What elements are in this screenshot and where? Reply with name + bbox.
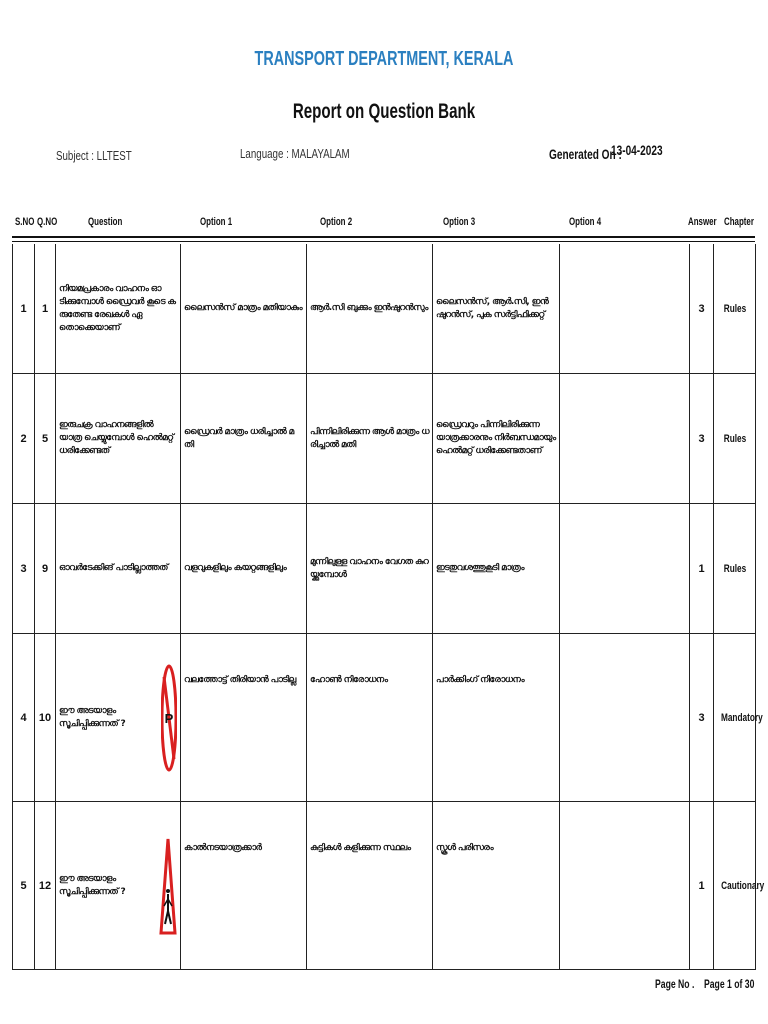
cell-option3 — [433, 244, 560, 374]
table-row — [13, 634, 756, 802]
question-text: നിയമപ്രകാരം വാഹനം ഓടിക്കുമ്പോൾ ഡ്രൈവർ കൂടെ കരുതേണ്ട രേഖകൾ ഏതൊക്കെയാണ് — [59, 283, 176, 333]
cell-option2 — [307, 802, 433, 970]
cell-option3 — [433, 374, 560, 504]
cell-option4 — [560, 374, 690, 504]
question-text: ഈ അടയാളം സൂചിപ്പിക്കുന്നത് ? — [59, 873, 126, 897]
question-table — [12, 244, 765, 970]
cell-question — [56, 634, 181, 802]
option3-text: സ്കൂൾ പരിസരം — [436, 843, 493, 853]
chapter-text: Mandatory — [720, 711, 763, 724]
col-header-answer: Answer — [688, 216, 717, 228]
cell-option3 — [433, 634, 560, 802]
cell-question — [56, 504, 181, 634]
cell-option3 — [433, 802, 560, 970]
page-number: Page 1 of 30 — [703, 977, 755, 991]
chapter-text: Rules — [723, 432, 746, 445]
cell-option1 — [181, 802, 307, 970]
cell-qno: 12 — [35, 802, 56, 970]
header-rule — [12, 236, 755, 238]
pedestrian-warning-sign-icon — [159, 836, 177, 936]
department-title: TRANSPORT DEPARTMENT, KERALA — [254, 48, 514, 70]
option2-text: മുന്നിലുള്ള വാഹനം വേഗത കുറയ്ക്കുമ്പോൾ — [310, 556, 429, 580]
cell-option2 — [307, 374, 433, 504]
cell-qno: 10 — [35, 634, 56, 802]
cell-answer: 3 — [690, 244, 714, 374]
cell-question — [56, 374, 181, 504]
cell-sno: 3 — [13, 504, 35, 634]
page-footer — [655, 977, 762, 991]
generated-date: 13-04-2023 — [611, 142, 663, 158]
cell-option4 — [560, 634, 690, 802]
cell-option1 — [181, 244, 307, 374]
col-header-chapter: Chapter — [724, 216, 754, 228]
cell-answer: 3 — [690, 634, 714, 802]
cell-option3 — [433, 504, 560, 634]
cell-sno: 1 — [13, 244, 35, 374]
cell-question — [56, 244, 181, 374]
option2-text: പിന്നിലിരിക്കുന്ന ആൾ മാത്രം ധരിച്ചാൽ മതി — [310, 426, 429, 450]
table-row — [13, 802, 756, 970]
subject-label: Subject : LLTEST — [56, 148, 132, 163]
cell-chapter — [714, 244, 756, 374]
chapter-text: Rules — [723, 302, 746, 315]
generated-label: Generated On : — [549, 146, 622, 162]
header-rule-thin — [12, 241, 755, 242]
cell-answer: 1 — [690, 504, 714, 634]
cell-chapter — [714, 634, 763, 802]
col-header-question: Question — [88, 216, 123, 228]
page-label: Page No . — [655, 977, 695, 991]
cell-option1 — [181, 634, 307, 802]
question-text: ഇരുചക്ര വാഹനങ്ങളിൽ യാത്ര ചെയ്യുമ്പോൾ ഹെൽമറ്റ് ധരിക്കേണ്ടത് — [59, 420, 174, 456]
language-label: Language : MALAYALAM — [240, 146, 350, 161]
table-row — [13, 504, 756, 634]
option1-text: വളവുകളിലും കയറ്റങ്ങളിലും — [184, 563, 287, 573]
col-header-sno: S.NO — [15, 216, 35, 228]
cell-option4 — [560, 244, 690, 374]
cell-option4 — [560, 504, 690, 634]
option3-text: പാർക്കിംഗ് നിരോധനം — [436, 675, 524, 685]
option1-text: ഡ്രൈവർ മാത്രം ധരിച്ചാൽ മതി — [184, 426, 294, 450]
report-title: Report on Question Bank — [292, 100, 476, 123]
no-parking-sign-icon — [161, 663, 177, 773]
option2-text: ആർ.സി ബുക്കും ഇൻഷുറൻസും — [310, 303, 428, 313]
cell-chapter — [714, 802, 765, 970]
chapter-text: Rules — [723, 562, 746, 575]
cell-answer: 1 — [690, 802, 714, 970]
cell-sno: 4 — [13, 634, 35, 802]
cell-chapter — [714, 504, 756, 634]
cell-answer: 3 — [690, 374, 714, 504]
option2-text: കുട്ടികൾ കളിക്കുന്ന സ്ഥലം — [310, 843, 411, 853]
cell-option2 — [307, 504, 433, 634]
option1-text: ലൈസൻസ് മാത്രം മതിയാകും — [184, 303, 303, 313]
cell-qno: 1 — [35, 244, 56, 374]
svg-text:P: P — [164, 710, 174, 726]
option3-text: ഇടതുവശത്തുകൂടി മാത്രം — [436, 563, 524, 573]
option3-text: ഡ്രൈവറും പിന്നിലിരിക്കുന്ന യാത്രക്കാരനും നിർബന്ധമായും ഹെൽമറ്റ് ധരിക്കേണ്ടതാണ് — [436, 420, 556, 456]
table-row — [13, 374, 756, 504]
table-row — [13, 244, 756, 374]
cell-option1 — [181, 374, 307, 504]
option1-text: വലത്തോട്ട് തിരിയാൻ പാടില്ല — [184, 675, 296, 685]
cell-chapter — [714, 374, 756, 504]
question-text: ഓവർടേക്കിങ് പാടില്ലാത്തത് — [59, 563, 168, 573]
cell-sno: 5 — [13, 802, 35, 970]
col-header-option4: Option 4 — [569, 216, 602, 228]
question-text: ഈ അടയാളം സൂചിപ്പിക്കുന്നത് ? — [59, 705, 126, 729]
cell-sno: 2 — [13, 374, 35, 504]
col-header-option2: Option 2 — [320, 216, 353, 228]
cell-option1 — [181, 504, 307, 634]
cell-option2 — [307, 634, 433, 802]
col-header-option3: Option 3 — [443, 216, 476, 228]
cell-option4 — [560, 802, 690, 970]
option2-text: ഹോൺ നിരോധനം — [310, 675, 388, 685]
cell-option2 — [307, 244, 433, 374]
col-header-qno: Q.NO — [37, 216, 58, 228]
cell-question — [56, 802, 181, 970]
col-header-option1: Option 1 — [200, 216, 233, 228]
option3-text: ലൈസൻസ്, ആർ.സി, ഇൻഷുറൻസ്, പുക സർട്ടിഫിക്കറ്റ് — [436, 296, 549, 320]
cell-qno: 9 — [35, 504, 56, 634]
option1-text: കാൽനടയാത്രക്കാർ — [184, 843, 262, 853]
cell-qno: 5 — [35, 374, 56, 504]
chapter-text: Cautionary — [721, 879, 765, 892]
